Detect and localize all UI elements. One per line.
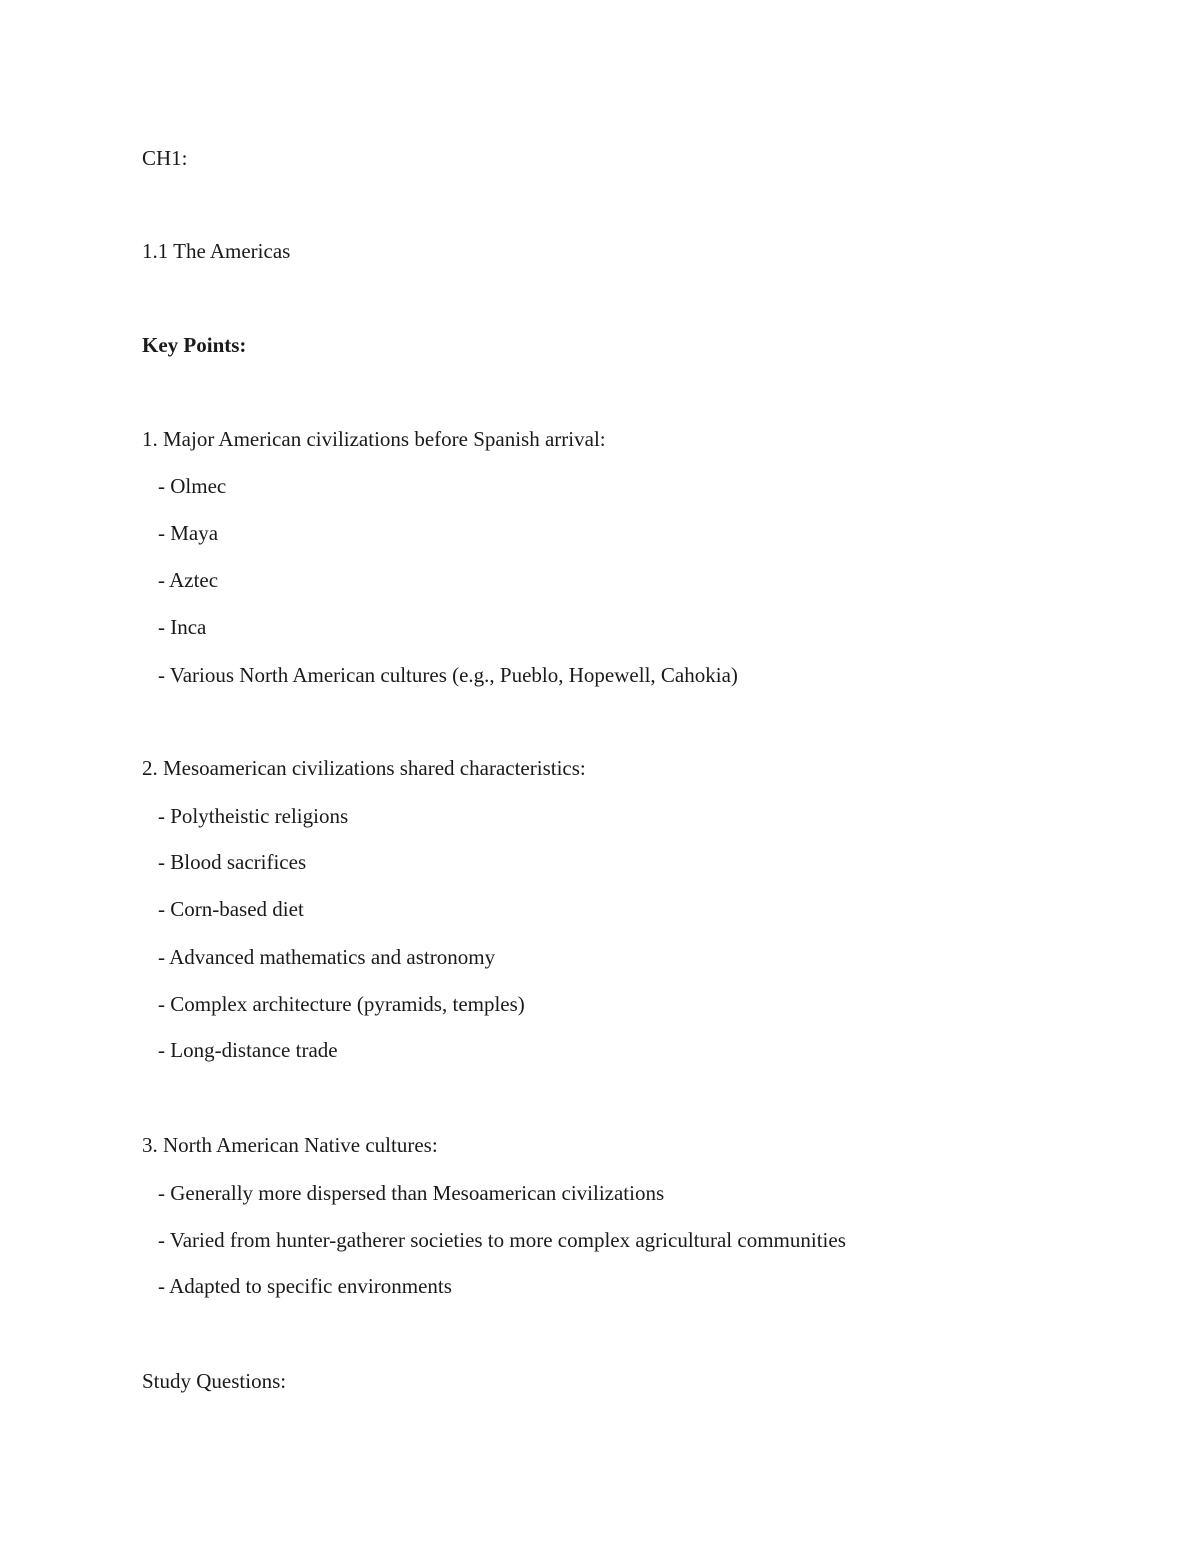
list-item: - Complex architecture (pyramids, temples): [158, 992, 525, 1016]
list-item: - Olmec: [158, 474, 227, 498]
study-questions-heading: Study Questions:: [142, 1369, 287, 1393]
chapter-label: CH1:: [142, 146, 188, 170]
list-item: - Varied from hunter-gatherer societies to more complex agricultural communities: [158, 1228, 846, 1252]
list-item: - Maya: [158, 521, 219, 545]
list-item: - Various North American cultures (e.g., Pueblo, Hopewell, Cahokia): [158, 663, 738, 687]
list-item: - Generally more dispersed than Mesoamerican civilizations: [158, 1181, 665, 1205]
point-heading: 3. North American Native cultures:: [142, 1133, 438, 1157]
point-heading: 2. Mesoamerican civilizations shared characteristics:: [142, 756, 586, 780]
list-item: - Blood sacrifices: [158, 850, 307, 874]
list-item: - Adapted to specific environments: [158, 1274, 452, 1298]
section-title: 1.1 The Americas: [142, 239, 291, 263]
list-item: - Long-distance trade: [158, 1038, 338, 1062]
key-points-heading: Key Points:: [142, 333, 247, 357]
list-item: - Aztec: [158, 568, 219, 592]
list-item: - Advanced mathematics and astronomy: [158, 945, 496, 969]
point-heading: 1. Major American civilizations before Spanish arrival:: [142, 427, 606, 451]
list-item: - Polytheistic religions: [158, 804, 349, 828]
list-item: - Corn-based diet: [158, 897, 304, 921]
list-item: - Inca: [158, 615, 207, 639]
